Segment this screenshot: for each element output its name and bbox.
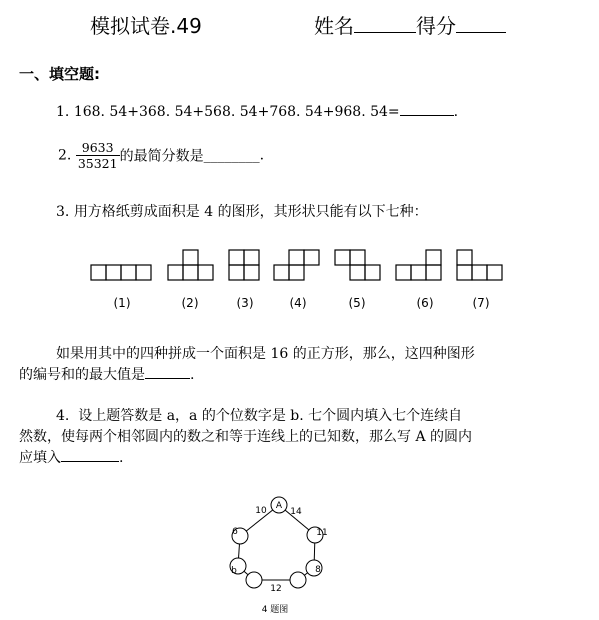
shape-2 xyxy=(168,250,213,280)
q3-follow-line1: 如果用其中的四种拼成一个面积是 16 的正方形，那么，这四种图形 xyxy=(56,346,475,362)
shape-label-7: (7) xyxy=(472,296,490,310)
edge-label-left-upper: 6 xyxy=(232,527,238,537)
page-title: 模拟试卷.49 xyxy=(90,14,202,38)
q1-blank[interactable] xyxy=(400,101,454,116)
shape-label-1: (1) xyxy=(113,296,131,310)
edge-label-bottom: 12 xyxy=(270,584,282,594)
q2-numerator: 9633 xyxy=(76,140,120,156)
name-blank[interactable] xyxy=(354,12,416,33)
q3-follow-text: 的编号和的最大值是 xyxy=(19,367,145,383)
q4-tail: . xyxy=(119,450,124,466)
q2-fraction xyxy=(76,140,120,171)
circle-bottom-left xyxy=(246,572,262,588)
edge-label-right-lower: 8 xyxy=(315,565,321,575)
shape-label-3: (3) xyxy=(236,296,254,310)
q1-number: 1. xyxy=(56,104,70,120)
figure-caption: 4 题图 xyxy=(261,605,289,615)
edge-label-right-upper: 11 xyxy=(316,528,328,538)
shape-5 xyxy=(335,250,380,280)
circle-a-label: A xyxy=(275,501,283,511)
shape-label-6: (6) xyxy=(416,296,434,310)
q4-line2: 然数，使每两个相邻圆内的数之和等于连线上的已知数，那么写 A 的圆内 xyxy=(19,429,473,445)
q3-text: 用方格纸剪成面积是 4 的图形，其形状只能有以下七种： xyxy=(73,204,428,220)
name-label: 姓名 xyxy=(314,14,354,38)
q2-number: 2. xyxy=(58,147,72,164)
shape-label-5: (5) xyxy=(348,296,366,310)
q2-tail: . xyxy=(259,147,265,164)
q1-text: 168. 54+368. 54+568. 54+768. 54+968. 54= xyxy=(73,104,400,120)
question-4-line3 xyxy=(19,447,123,467)
q2-blank[interactable]: ________ xyxy=(203,147,260,164)
q1-tail: . xyxy=(453,104,459,120)
q4-line1: 设上题答数是 a，a 的个位数字是 b. 七个圆内填入七个连续自 xyxy=(78,408,463,424)
edge-label-top-left: 10 xyxy=(255,506,267,516)
q3-follow-tail: . xyxy=(190,367,195,383)
q4-number: 4. xyxy=(56,408,70,424)
q2-denominator: 35321 xyxy=(77,156,118,171)
shape-label-2: (2) xyxy=(181,296,199,310)
question-1 xyxy=(56,101,458,120)
q4-line3: 应填入 xyxy=(19,450,61,466)
score-blank[interactable] xyxy=(456,12,506,33)
shape-1 xyxy=(91,265,151,280)
circle-bottom-right xyxy=(290,572,306,588)
shape-3 xyxy=(229,250,259,280)
question-3 xyxy=(56,201,428,221)
shape-6 xyxy=(396,250,441,280)
q3-number: 3. xyxy=(56,204,70,220)
question-2 xyxy=(58,140,264,171)
shape-label-4: (4) xyxy=(289,296,307,310)
edge-label-top-right: 14 xyxy=(290,507,302,517)
q2-text: 的最简分数是 xyxy=(119,148,204,165)
question-4-line1 xyxy=(56,405,462,425)
name-score-area xyxy=(314,10,506,39)
score-label: 得分 xyxy=(416,14,456,38)
circle-figure xyxy=(215,490,345,618)
q3-follow-line2 xyxy=(19,364,194,384)
q3-blank[interactable] xyxy=(145,364,190,379)
shape-4 xyxy=(274,250,319,280)
shape-7 xyxy=(457,250,502,280)
q4-blank[interactable] xyxy=(61,447,119,462)
tetromino-shapes xyxy=(85,240,515,320)
edge-label-left-lower: b xyxy=(231,566,237,576)
section-heading: 一、填空题: xyxy=(19,65,100,83)
